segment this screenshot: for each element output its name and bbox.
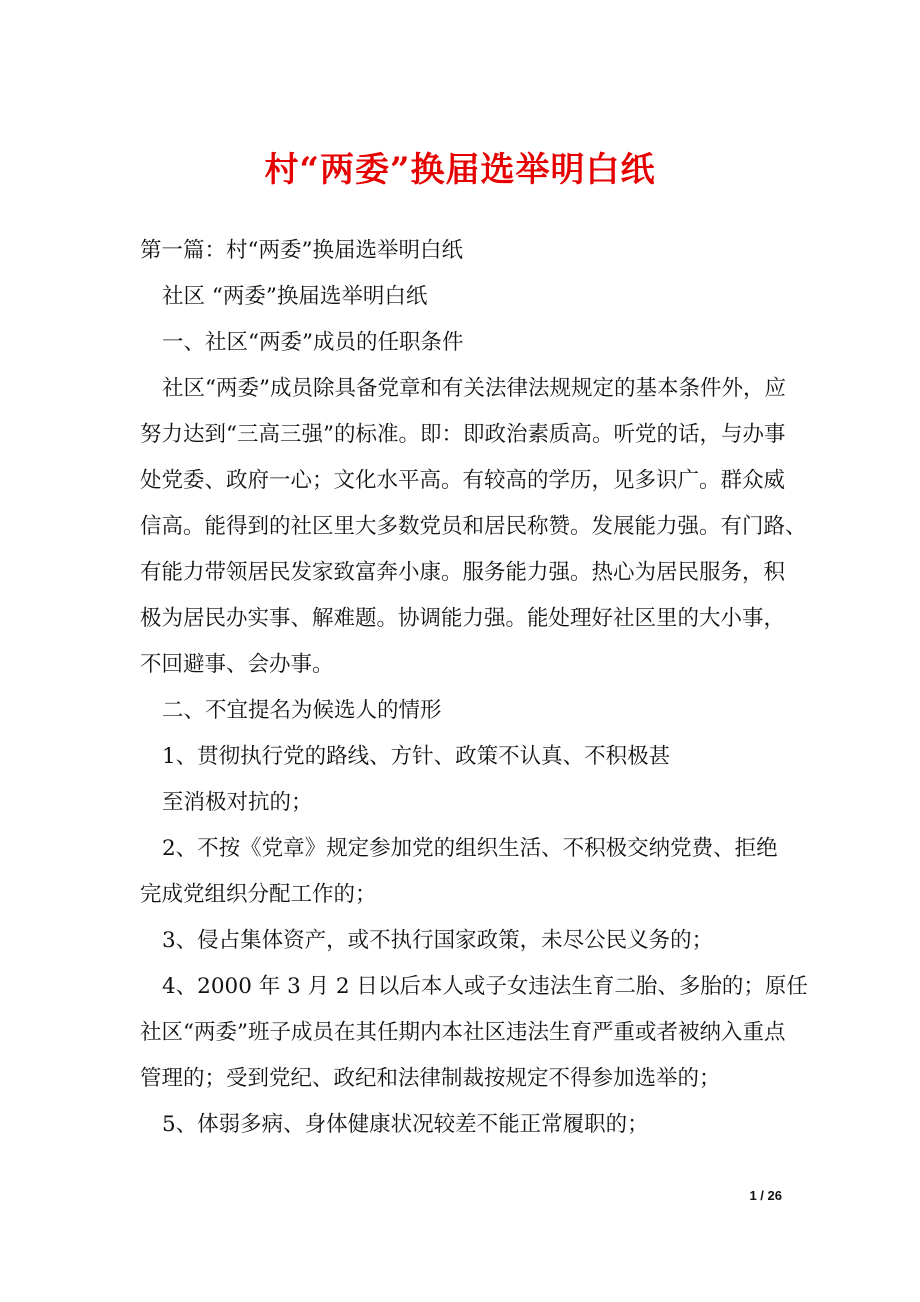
paragraph-line: 不回避事、会办事。 [140, 652, 334, 677]
paragraph-line: 2、不按《党章》规定参加党的组织生活、不积极交纳党费、拒绝 [162, 836, 778, 861]
paragraph-line: 处党委、政府一心；文化水平高。有较高的学历，见多识广。群众威 [140, 468, 786, 493]
paragraph-line: 有能力带领居民发家致富奔小康。服务能力强。热心为居民服务，积 [140, 560, 786, 585]
paragraph-line: 一、社区“两委”成员的任职条件 [162, 330, 464, 355]
paragraph-line: 完成党组织分配工作的； [140, 882, 377, 907]
paragraph-line: 1、贯彻执行党的路线、方针、政策不认真、不积极甚 [162, 744, 671, 769]
paragraph-line: 极为居民办实事、解难题。协调能力强。能处理好社区里的大小事， [140, 606, 786, 631]
paragraph-line: 社区 “两委”换届选举明白纸 [162, 284, 428, 309]
page-number: 1 / 26 [749, 1188, 782, 1203]
paragraph-line: 信高。能得到的社区里大多数党员和居民称赞。发展能力强。有门路、 [140, 514, 807, 539]
paragraph-line: 社区“两委”班子成员在其任期内本社区违法生育严重或者被纳入重点 [140, 1020, 786, 1045]
paragraph-line: 二、不宜提名为候选人的情形 [162, 698, 442, 723]
document-body [140, 228, 808, 1148]
paragraph-line: 3、侵占集体资产，或不执行国家政策，未尽公民义务的； [162, 928, 714, 953]
paragraph-line: 5、体弱多病、身体健康状况较差不能正常履职的； [162, 1112, 649, 1137]
paragraph-line: 4、2000 年 3 月 2 日以后本人或子女违法生育二胎、多胎的；原任 [162, 974, 808, 999]
paragraph-line: 社区“两委”成员除具备党章和有关法律法规规定的基本条件外，应 [162, 376, 786, 401]
document-title: 村“两委”换届选举明白纸 [264, 150, 656, 190]
paragraph-line: 第一篇：村“两委”换届选举明白纸 [140, 238, 463, 263]
paragraph-line: 管理的；受到党纪、政纪和法律制裁按规定不得参加选举的； [140, 1066, 721, 1091]
paragraph-line: 努力达到“三高三强”的标准。即：即政治素质高。听党的话，与办事 [140, 422, 786, 447]
paragraph-line: 至消极对抗的； [162, 790, 313, 815]
